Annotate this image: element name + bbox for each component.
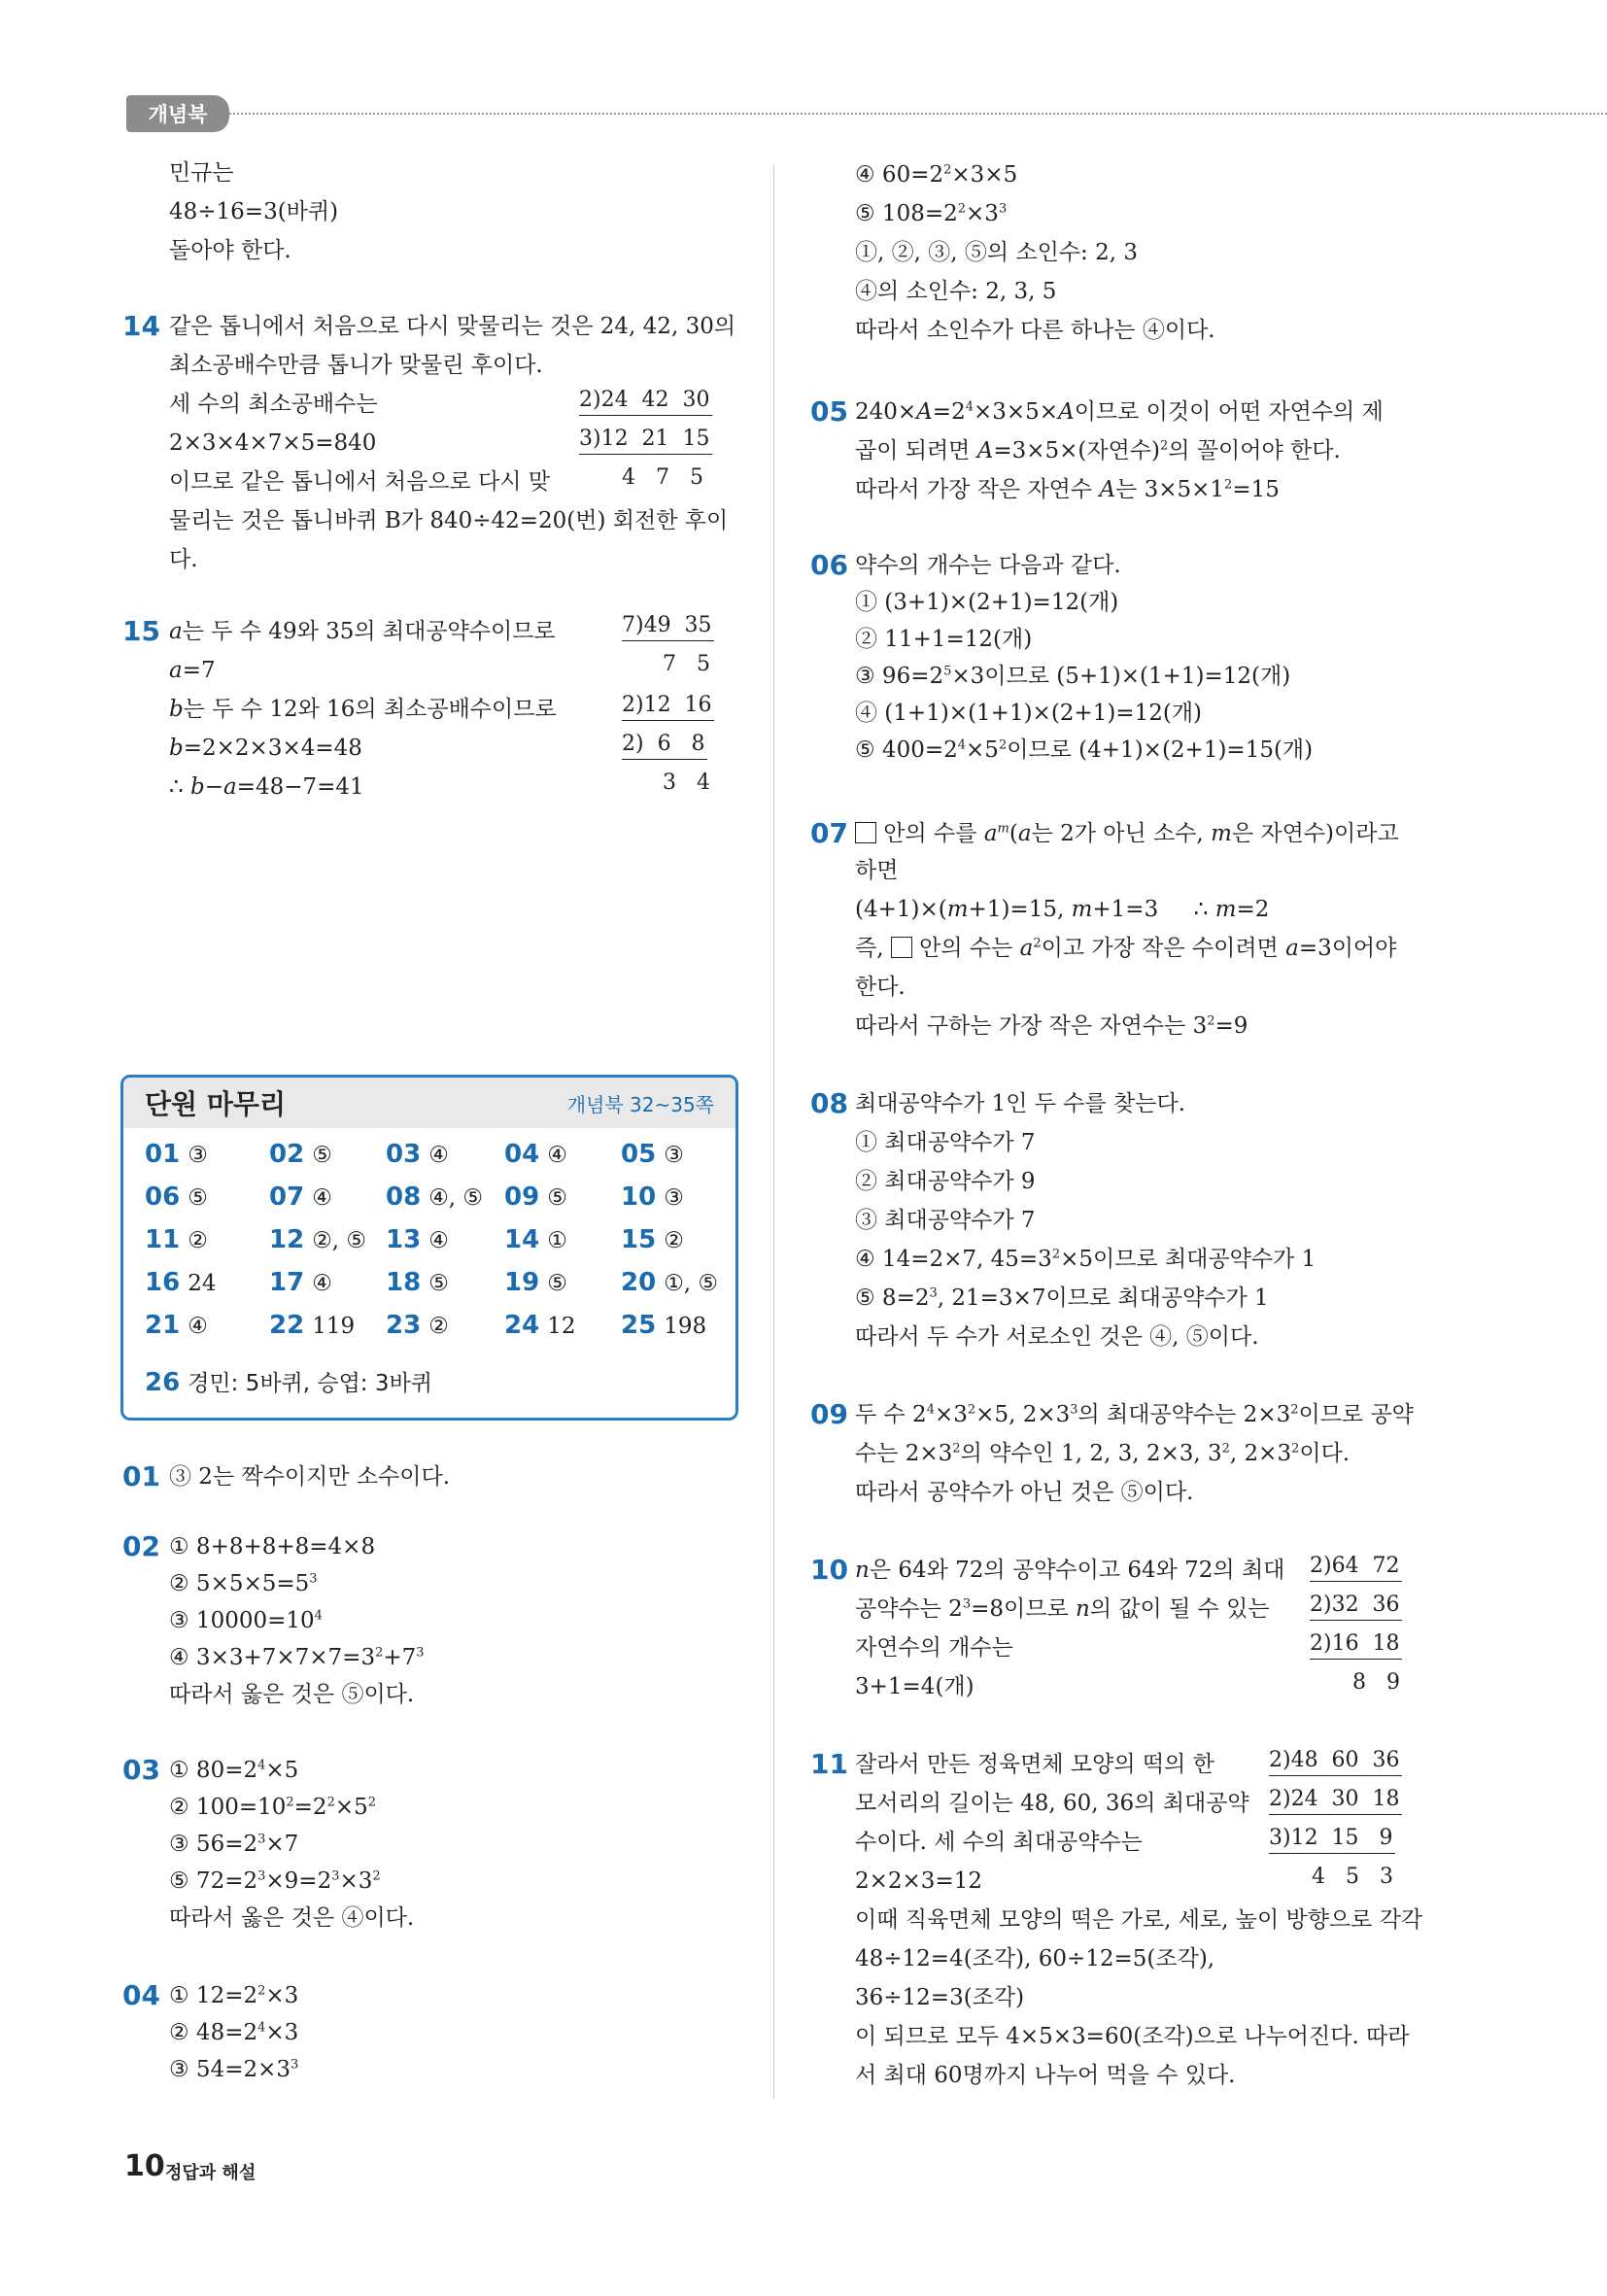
header-dotted-line [229,113,1607,115]
answer-value: ④ [428,1228,449,1253]
answer-number: 04 [504,1140,540,1169]
answer-item [269,1225,366,1254]
division-result: 4 7 5 [622,465,703,490]
answer-item [145,1365,432,1397]
division-result: 7 5 [663,652,710,676]
q03-line: ② $100=10^2=2^2\times 5^2$ [169,1795,377,1820]
division-row: 2) 6 8 [622,730,707,760]
answer-value: ② [664,1228,684,1253]
summary-header [123,1078,735,1128]
q06-line: ⑤ $400=2^4\times 5^2$이므로 (4+1)×(2+1)=15(개) [855,737,1314,763]
q14-line: 같은 톱니에서 처음으로 다시 맞물리는 것은 24, 42, 30의 [169,314,736,339]
answer-number: 20 [621,1268,657,1297]
q11-division [1269,1741,1402,1780]
question-number: 14 [122,310,160,342]
q08-line: ④ 14=2×7, $45=3^2\times 5$이므로 최대공약수가 1 [855,1247,1316,1272]
q10-line: n은 64와 72의 공약수이고 64와 72의 최대 [855,1558,1285,1583]
q11-line: 서 최대 60명까지 나누어 먹을 수 있다. [855,2063,1236,2088]
answer-number: 24 [504,1311,540,1340]
intro-line: 민규는 [169,160,234,186]
answer-number: 10 [621,1182,657,1212]
column-divider [773,165,774,2099]
answer-item [621,1140,684,1169]
blank-box-icon [855,822,876,843]
answer-item [621,1311,706,1340]
answer-item [504,1311,575,1340]
answer-value: ④ [312,1271,332,1296]
q10-division [1310,1547,1402,1586]
answer-item [621,1225,684,1254]
question-number: 02 [122,1530,160,1562]
answer-value: ⑤ [547,1185,567,1211]
q11-line: 48÷12=4(조각), 60÷12=5(조각), [855,1946,1215,1971]
q14-division [579,420,712,459]
q06-line: ① (3+1)×(2+1)=12(개) [855,590,1119,615]
answer-number: 02 [269,1140,305,1169]
answer-value: ② [428,1314,449,1339]
question-number: 05 [810,395,848,428]
answer-value: ③ [664,1185,684,1211]
answer-value: ⑤ [188,1185,208,1211]
answer-item [504,1225,567,1254]
answer-value: ② [188,1228,208,1253]
q14-line: 물리는 것은 톱니바퀴 B가 840÷42=20(번) 회전한 후이 [169,508,729,533]
intro-line: 48÷16=3(바퀴) [169,199,339,224]
answer-number: 17 [269,1268,305,1297]
q15-line: ∴ b−a=48−7=41 [169,774,364,800]
answer-number: 06 [145,1182,181,1212]
q02-line: ④ $3\times 3+7\times 7\times 7=3^2+7^3$ [169,1645,425,1670]
answer-number: 12 [269,1225,305,1254]
q11-line: 이때 직육면체 모양의 떡은 가로, 세로, 높이 방향으로 각각 [855,1907,1423,1933]
q11-line: 모서리의 길이는 48, 60, 36의 최대공약 [855,1791,1249,1816]
q11-line: 36÷12=3(조각) [855,1985,1025,2010]
answer-number: 21 [145,1311,181,1340]
q02-line: 따라서 옳은 것은 ⑤이다. [169,1682,415,1707]
section-tab: 개념북 [126,95,229,132]
answer-number: 23 [386,1311,422,1340]
q08-line: ① 최대공약수가 7 [855,1130,1036,1155]
q10-line: 3+1=4(개) [855,1674,974,1699]
answer-number: 07 [269,1182,305,1212]
q02-line: ② $5\times 5\times 5=5^3$ [169,1571,318,1596]
q09-line: 수는 $2\times 3^2$의 약수인 1, 2, 3, 2×3, $3^2$, $2\times 3^2$이다. [855,1441,1351,1466]
q14-line: 2×3×4×7×5=840 [169,430,377,456]
answer-item [269,1182,332,1212]
q15-line: a는 두 수 49와 35의 최대공약수이므로 [169,619,556,644]
q07-line: 한다. [855,975,906,1000]
summary-page-ref: 개념북 32~35쪽 [566,1092,714,1116]
q04-cont-line: ⑤ $108=2^2\times 3^3$ [855,201,1008,226]
q03-line: ⑤ $72=2^3\times 9=2^3\times 3^2$ [169,1868,381,1894]
division-row: 7)49 35 [622,611,714,641]
question-number: 10 [810,1554,848,1586]
answer-number: 25 [621,1311,657,1340]
answer-item [145,1225,208,1254]
answer-item [386,1225,449,1254]
division-result: 4 5 3 [1312,1865,1393,1889]
answer-value: ④ [188,1314,208,1339]
q06-line: ② 11+1=12(개) [855,627,1033,652]
answer-item [145,1140,208,1169]
answer-number: 11 [145,1225,181,1254]
q07-line: (4+1)×(m+1)=15, m+1=3 ∴ m=2 [855,897,1270,922]
answer-value: 119 [312,1314,356,1339]
q05-line: 곱이 되려면 A=3×5×(자연수)$^2$의 꼴이어야 한다. [855,438,1341,463]
answer-number: 16 [145,1268,181,1297]
page-number: 10 [124,2149,165,2183]
answer-value: ④ [547,1143,567,1168]
q03-line: 따라서 옳은 것은 ④이다. [169,1905,415,1931]
answer-value: ③ [664,1143,684,1168]
answer-value: ⑤ [312,1143,332,1168]
q04-cont-line: 따라서 소인수가 다른 하나는 ④이다. [855,318,1215,343]
q14-division [579,381,712,420]
q15-line: a=7 [169,658,216,683]
q15-division [622,606,714,645]
answer-number: 26 [145,1368,181,1397]
answer-item [621,1182,684,1212]
q04-cont-line: ④ $60=2^2\times 3\times 5$ [855,162,1018,188]
q06-line: ③ $96=2^5\times 3$이므로 (5+1)×(1+1)=12(개) [855,664,1291,689]
q10-division [1310,1586,1402,1625]
q15-line: b=2×2×3×4=48 [169,736,362,761]
answer-value: 198 [664,1314,707,1339]
answer-item [504,1182,567,1212]
question-number: 06 [810,549,848,581]
division-result: 8 9 [1352,1670,1400,1695]
q10-line: 자연수의 개수는 [855,1635,1013,1661]
intro-line: 돌아야 한다. [169,238,291,263]
q07-line: 즉, 안의 수는 $a^2$이고 가장 작은 수이려면 a=3이어야 [855,936,1397,961]
q06-line: ④ (1+1)×(1+1)×(2+1)=12(개) [855,701,1203,726]
answer-item [145,1182,208,1212]
q15-line: b는 두 수 12와 16의 최소공배수이므로 [169,697,557,722]
q15-division [622,725,707,764]
answer-value: ②, ⑤ [312,1228,367,1253]
answer-number: 09 [504,1182,540,1212]
answer-value: 24 [188,1271,217,1296]
q02-line: ③ $10000=10^4$ [169,1608,323,1633]
q08-line: 따라서 두 수가 서로소인 것은 ④, ⑤이다. [855,1324,1259,1350]
division-row: 3)12 15 9 [1269,1824,1395,1854]
division-row: 2)16 18 [1310,1629,1402,1660]
answer-value: ④, ⑤ [428,1185,484,1211]
answer-value: ④ [312,1185,332,1211]
answer-value: ③ [188,1143,208,1168]
answer-item [504,1268,567,1297]
division-row: 2)32 36 [1310,1591,1402,1621]
footer-section: 정답과 해설 [165,2163,256,2183]
q07-line: 따라서 구하는 가장 작은 자연수는 $3^2=9$ [855,1013,1248,1039]
q14-line: 이므로 같은 톱니에서 처음으로 다시 맞 [169,469,551,495]
answer-value: 경민: 5바퀴, 승엽: 3바퀴 [188,1371,432,1396]
answer-item [386,1311,449,1340]
q06-line: 약수의 개수는 다음과 같다. [855,553,1121,578]
answer-item [269,1311,355,1340]
q09-line: 두 수 $2^4\times 3^2\times 5$, $2\times 3^3$의 최대공약수는 $2\times 3^2$이므로 공약 [855,1402,1414,1427]
answer-item [269,1268,332,1297]
q04-cont-line: ①, ②, ③, ⑤의 소인수: 2, 3 [855,240,1138,265]
question-number: 07 [810,817,848,849]
answer-number: 01 [145,1140,181,1169]
division-row: 3)12 21 15 [579,425,712,455]
division-row: 2)48 60 36 [1269,1746,1402,1776]
q11-line: 2×2×3=12 [855,1868,982,1894]
q11-line: 수이다. 세 수의 최대공약수는 [855,1830,1143,1855]
question-number: 11 [810,1748,848,1780]
division-result: 3 4 [663,771,710,795]
question-number: 09 [810,1398,848,1430]
answer-number: 18 [386,1268,422,1297]
q04-line: ① $12=2^2\times 3$ [169,1983,299,2008]
q04-cont-line: ④의 소인수: 2, 3, 5 [855,279,1057,304]
answer-item [621,1268,718,1297]
q08-line: ⑤ $8=2^3$, 21=3×7이므로 최대공약수가 1 [855,1285,1269,1311]
q11-line: 이 되므로 모두 4×5×3=60(조각)으로 나누어진다. 따라 [855,2024,1410,2049]
q14-line: 최소공배수만큼 톱니가 맞물린 후이다. [169,353,543,378]
q09-line: 따라서 공약수가 아닌 것은 ⑤이다. [855,1480,1194,1505]
q04-line: ③ $54=2\times 3^3$ [169,2057,299,2082]
answer-number: 03 [386,1140,422,1169]
answer-number: 14 [504,1225,540,1254]
answer-number: 15 [621,1225,657,1254]
answer-value: ①, ⑤ [664,1271,719,1296]
answer-value: ⑤ [547,1271,567,1296]
q10-division [1310,1625,1402,1663]
q01-line: ③ 2는 짝수이지만 소수이다. [169,1464,451,1490]
q03-line: ① $80=2^4\times 5$ [169,1758,299,1783]
answer-value: ① [547,1228,567,1253]
answer-number: 22 [269,1311,305,1340]
q07-line: 안의 수를 $a^m(a$는 2가 아닌 소수, m은 자연수)이라고 [855,814,1399,853]
question-number: 08 [810,1087,848,1119]
answer-item [504,1140,567,1169]
summary-title: 단원 마무리 [145,1088,286,1120]
division-row: 2)12 16 [622,691,714,721]
question-number: 15 [122,615,160,647]
q08-line: ③ 최대공약수가 7 [855,1208,1036,1233]
answer-number: 13 [386,1225,422,1254]
blank-box-icon [891,937,912,958]
answer-item [386,1182,483,1212]
answer-value: ⑤ [428,1271,449,1296]
answer-value: 12 [547,1314,576,1339]
question-number: 03 [122,1754,160,1786]
division-row: 2)64 72 [1310,1552,1402,1582]
answer-item [269,1140,332,1169]
q03-line: ③ $56=2^3\times 7$ [169,1832,299,1857]
q02-line: ① 8+8+8+8=4×8 [169,1534,376,1559]
q08-line: ② 최대공약수가 9 [855,1169,1036,1194]
answer-number: 08 [386,1182,422,1212]
division-row: 2)24 30 18 [1269,1785,1402,1815]
q14-line: 세 수의 최소공배수는 [169,392,378,417]
division-row: 2)24 42 30 [579,386,712,416]
answer-number: 05 [621,1140,657,1169]
answer-item [145,1268,216,1297]
unit-summary-box [120,1075,738,1421]
answer-number: 19 [504,1268,540,1297]
q08-line: 최대공약수가 1인 두 수를 찾는다. [855,1091,1186,1116]
question-number: 04 [122,1979,160,2011]
answer-value: ④ [428,1143,449,1168]
q05-line: 따라서 가장 작은 자연수 A는 $3\times 5\times 1^2=15$ [855,477,1280,502]
answer-item [145,1311,208,1340]
q04-line: ② $48=2^4\times 3$ [169,2020,299,2045]
q15-division [622,686,714,725]
q11-line: 잘라서 만든 정육면체 모양의 떡의 한 [855,1752,1214,1777]
q10-line: 공약수는 $2^3=8$이므로 n의 값이 될 수 있는 [855,1596,1270,1622]
q07-line: 하면 [855,858,899,883]
answer-item [386,1140,449,1169]
q14-line: 다. [169,547,198,572]
q11-division [1269,1819,1395,1858]
q05-line: $240\times A=2^4\times 3\times 5\times A$이므로 이것이 어떤 자연수의 제 [855,399,1384,425]
q11-division [1269,1780,1402,1819]
question-number: 01 [122,1460,160,1492]
answer-item [386,1268,449,1297]
